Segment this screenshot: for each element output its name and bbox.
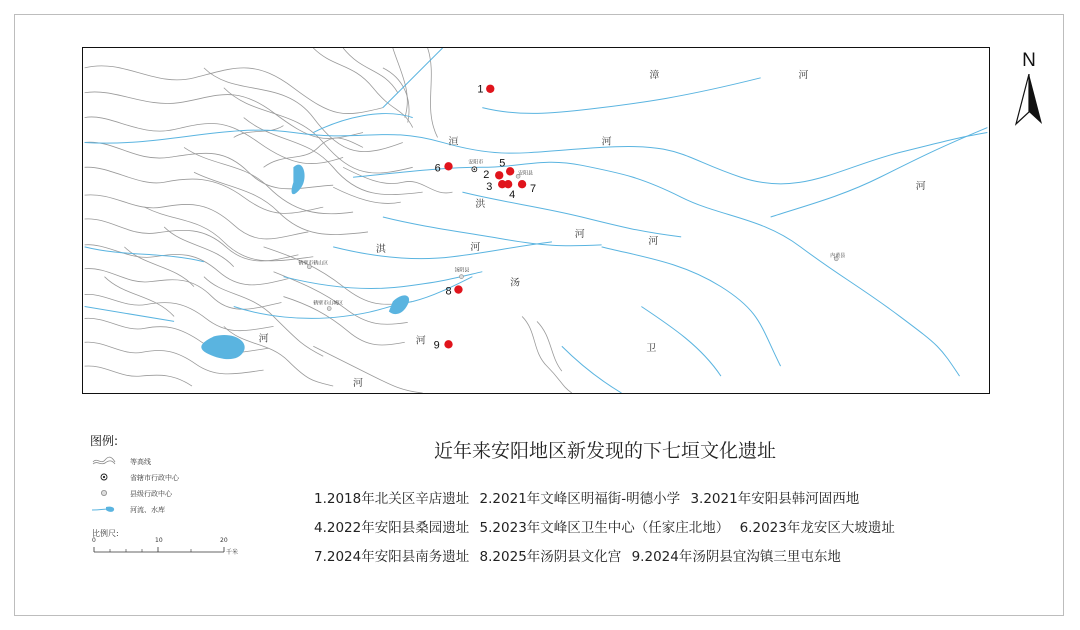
river-label: 河: [798, 69, 809, 81]
site-entry-6: 6.2023年龙安区大坡遗址: [739, 520, 895, 536]
site-dot-1[interactable]: [486, 85, 494, 93]
scale-tick: 0: [92, 537, 96, 544]
county-center-marker: [459, 275, 463, 279]
site-dot-5[interactable]: [506, 167, 514, 175]
north-label: N: [1022, 50, 1036, 71]
site-entry-2: 2.2021年文峰区明福街-明德小学: [479, 491, 681, 507]
site-number-5: 5: [499, 157, 506, 170]
city-center-icon: [92, 472, 116, 482]
site-list-row-1: [314, 487, 865, 507]
river-label: 河: [415, 335, 426, 347]
scale-unit: 千米: [226, 549, 239, 556]
river-label: 卫: [646, 343, 657, 355]
river-reservoir-icon: [92, 504, 116, 514]
river-label: 河: [353, 378, 364, 390]
river-label: 漳: [649, 69, 660, 81]
river-label: 洪: [475, 199, 486, 211]
site-list-row-2: [314, 516, 901, 536]
legend-label: 等高线: [130, 458, 151, 466]
site-entry-9: 9.2024年汤阴县宜沟镇三里屯东地: [631, 549, 841, 565]
site-dot-9[interactable]: [444, 340, 452, 348]
river-label: 淇: [375, 243, 386, 255]
scale-tick: 20: [220, 537, 228, 544]
county-center-marker: [327, 307, 331, 311]
river-label: 洹: [448, 136, 459, 148]
site-dot-4[interactable]: [504, 180, 512, 188]
site-number-1: 1: [477, 83, 484, 96]
place-label: 安阳市: [468, 159, 484, 166]
site-number-4: 4: [509, 189, 516, 202]
place-label: 内黄县: [830, 252, 846, 259]
site-number-3: 3: [486, 181, 493, 194]
river-label: 河: [915, 181, 926, 193]
legend-label: 县级行政中心: [130, 490, 172, 498]
river-labels: [259, 68, 926, 389]
site-entry-4: 4.2022年安阳县桑园遗址: [314, 520, 470, 536]
river-label: 汤: [510, 277, 521, 289]
site-entry-1: 1.2018年北关区辛店遗址: [314, 491, 470, 507]
map-panel[interactable]: [82, 47, 990, 394]
site-number-6: 6: [434, 162, 441, 175]
north-arrow: [1012, 50, 1046, 128]
place-label: 安阳县: [518, 170, 534, 177]
river-label: 河: [258, 333, 269, 345]
place-label: 鹤壁市山城区: [313, 300, 344, 307]
site-dot-2[interactable]: [495, 171, 503, 179]
site-entry-5: 5.2023年文峰区卫生中心（任家庄北地）: [479, 520, 730, 536]
site-entry-7: 7.2024年安阳县南务遗址: [314, 549, 470, 565]
scale-tick: 10: [155, 537, 163, 544]
scale-bar-graphic: [92, 545, 232, 553]
river-label: 河: [601, 136, 612, 148]
map-canvas[interactable]: [83, 48, 989, 393]
scale-label: 比例尺:: [92, 529, 119, 538]
site-dot-8[interactable]: [454, 285, 462, 293]
site-number-9: 9: [433, 339, 440, 352]
site-markers[interactable]: [434, 84, 537, 352]
river-label: 河: [470, 241, 481, 253]
site-number-7: 7: [530, 183, 537, 196]
place-label: 汤阴县: [454, 267, 470, 274]
scale-bar: [92, 537, 242, 557]
legend-label: 省辖市行政中心: [130, 474, 179, 482]
legend-title: 图例:: [90, 434, 119, 448]
figure-title: 近年来安阳地区新发现的下七垣文化遗址: [434, 440, 777, 462]
site-dot-7[interactable]: [518, 180, 526, 188]
site-dot-6[interactable]: [444, 162, 452, 170]
north-arrow-icon: [1014, 74, 1044, 126]
legend-label: 河流、水库: [130, 506, 165, 514]
place-markers: [298, 158, 845, 310]
site-entry-8: 8.2025年汤阴县文化宫: [479, 549, 622, 565]
river-label: 河: [648, 235, 659, 247]
site-number-2: 2: [483, 169, 490, 182]
place-label: 鹤壁市鹤山区: [298, 260, 329, 267]
river-label: 河: [574, 228, 585, 240]
city-center-dot: [473, 168, 475, 170]
contour-icon: [92, 456, 116, 466]
site-list-row-3: [314, 545, 847, 565]
contour-lines: [85, 48, 572, 393]
site-entry-3: 3.2021年安阳县韩河固西地: [690, 491, 860, 507]
site-number-8: 8: [445, 285, 452, 298]
county-center-icon: [92, 488, 116, 498]
